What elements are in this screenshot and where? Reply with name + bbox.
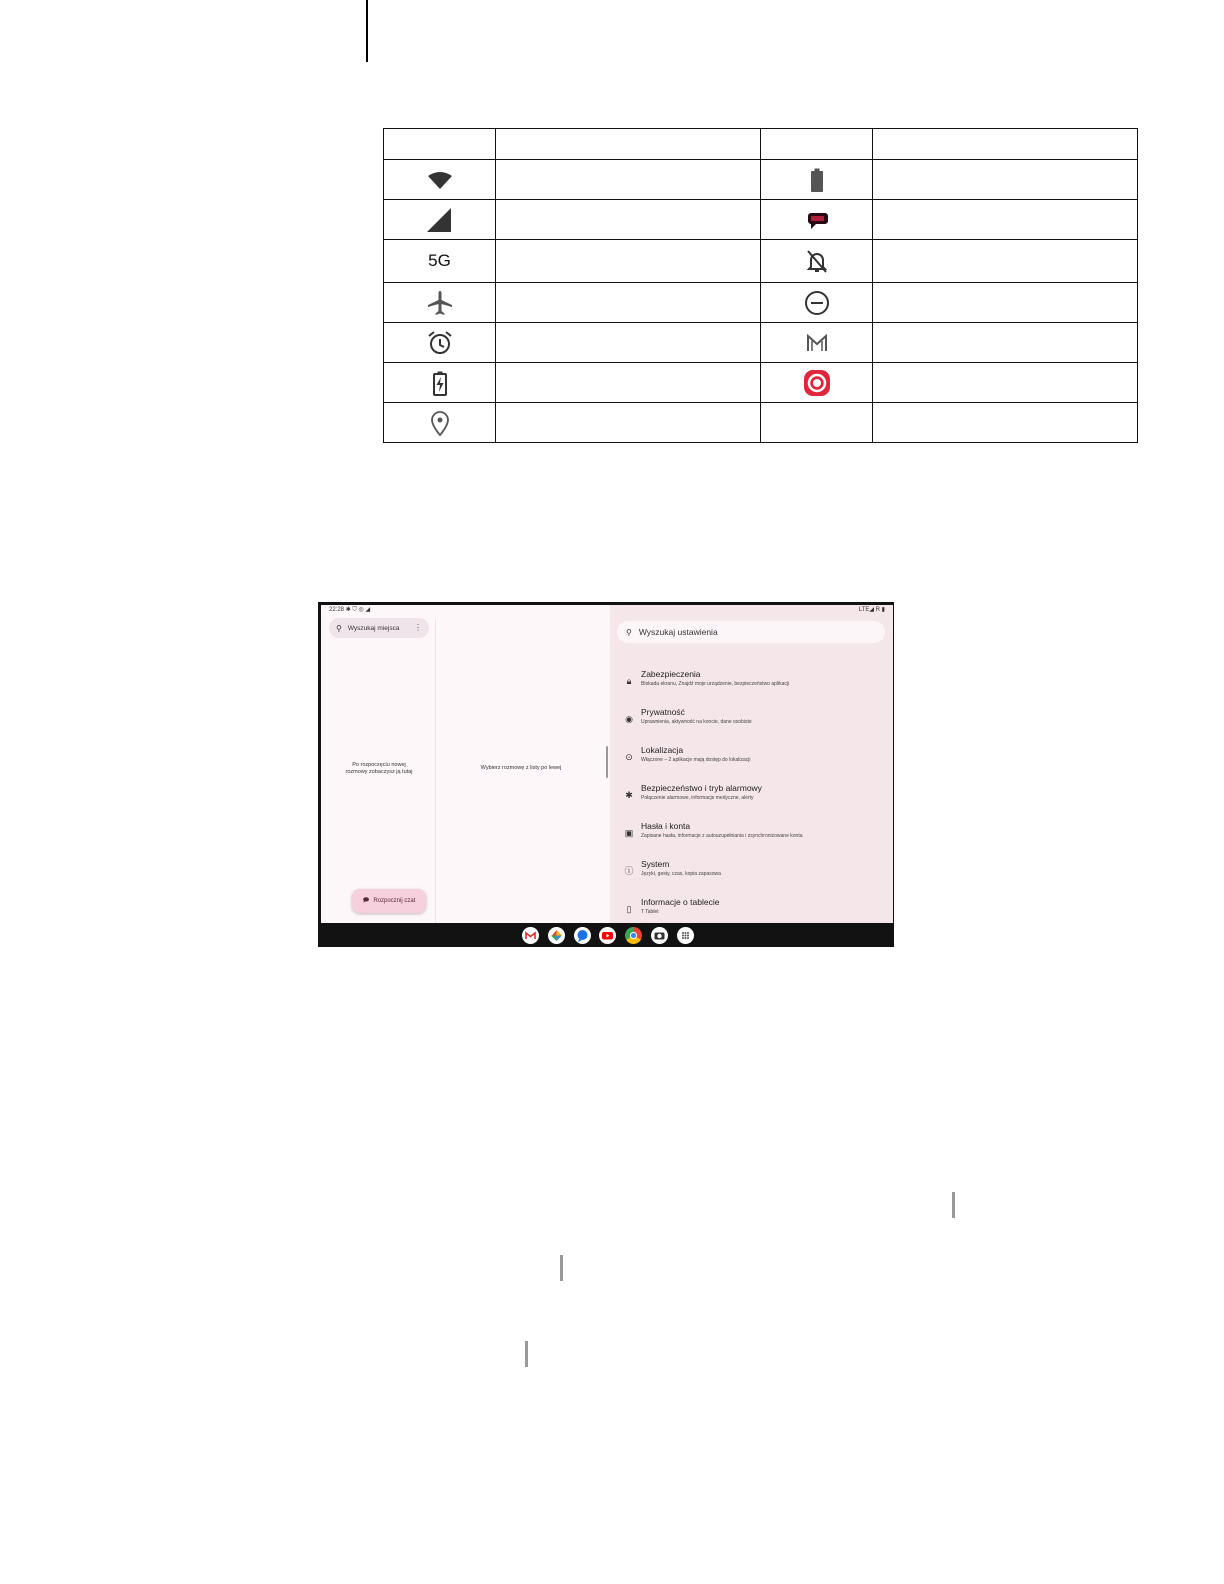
alarm-icon [426,329,454,357]
notifications-off-icon [803,247,831,275]
settings-item-system[interactable] [610,855,893,889]
search-icon: ⚲ [626,627,632,637]
settings-item-title: Hasła i konta [641,821,691,831]
settings-item-title: Bezpieczeństwo i tryb alarmowy [641,783,762,793]
revision-mark-2 [560,1255,563,1281]
settings-item-title: Lokalizacja [641,745,684,755]
table-row [384,200,1138,240]
chrome-app-icon[interactable] [625,927,642,944]
tablet-screenshot [318,602,894,947]
table-header-row [384,129,1138,160]
settings-item-subtitle: Języki, gesty, czas, kopia zapasowa [641,871,721,877]
empty-conversations-hint: Po rozpoczęciu nowej rozmowy zobaczysz ją tutaj [345,762,413,775]
lock-icon: 🔒︎ [626,676,632,686]
table-row [384,323,1138,363]
margin-bar-top [366,0,368,62]
table-row [384,363,1138,403]
settings-item-title: Prywatność [641,707,685,717]
status-icons-table [383,128,1138,443]
more-options-icon[interactable]: ⋮ [414,623,422,632]
settings-item-title: Informacje o tablecie [641,897,720,907]
cell-signal-icon [426,206,454,234]
settings-item-title: Zabezpieczenia [641,669,701,679]
settings-item-title: System [641,859,670,869]
5g-icon: 5G [428,251,451,270]
table-row [384,160,1138,200]
settings-item-subtitle: Włączone – 2 aplikacje mają dostęp do lokalizacji [641,757,751,763]
all-apps-icon[interactable] [677,927,694,944]
emergency-asterisk-icon: ✱ [625,790,633,800]
status-icons: ✱ ⛉ ◎ ◢ [345,607,371,613]
info-icon: ⓘ [624,866,634,876]
photos-app-icon[interactable] [548,927,565,944]
search-places-field[interactable] [329,618,429,638]
revision-mark-1 [952,1192,955,1218]
settings-item-passwords-accounts[interactable] [610,817,893,851]
airplane-mode-icon [426,289,454,317]
battery-icon [803,166,831,194]
settings-item-subtitle: Blokada ekranu, Znajdź moje urządzenie, bezpieczeństwo aplikacji [641,681,790,687]
settings-item-privacy[interactable] [610,703,893,737]
youtube-app-icon[interactable] [599,927,616,944]
gmail-icon [803,329,831,357]
settings-item-subtitle: Uprawnienia, aktywność na koncie, dane osobiste [641,719,752,725]
settings-item-safety-emergency[interactable] [610,779,893,813]
status-time: 22:28 [329,607,345,613]
pane-divider [435,619,436,923]
split-resize-handle[interactable] [606,746,608,778]
table-row [384,283,1138,323]
privacy-eye-icon: ◉ [625,714,633,724]
battery-charging-icon [426,369,454,397]
messages-app-icon[interactable] [574,927,591,944]
tablet-icon: ▯ [626,904,632,914]
settings-item-subtitle: Zapisane hasła, informacje z autouzupełniania i zsynchronizowane konta [641,833,803,839]
app-dock [319,923,894,947]
settings-pane [610,605,893,923]
table-row [384,403,1138,443]
settings-item-subtitle: T Tablet [641,909,659,915]
chat-bubble-icon: 🗩 [362,898,370,904]
settings-item-security[interactable] [610,665,893,699]
table-row [384,240,1138,283]
screen-record-icon [803,369,831,397]
do-not-disturb-icon [803,289,831,317]
wifi-icon [426,166,454,194]
search-settings-placeholder: Wyszukaj ustawienia [638,627,718,637]
revision-mark-3 [525,1341,528,1367]
start-chat-label: Rozpocznij czat [373,898,416,904]
settings-item-about-tablet[interactable] [610,893,893,927]
status-bar-left [329,606,370,614]
location-pin-icon: ⊙ [625,752,633,762]
message-notification-icon [803,206,831,234]
status-bar-right: LTE◢ R ▮ [858,607,885,613]
search-settings-field[interactable] [617,621,885,643]
search-places-placeholder: Wyszukaj miejsca [347,624,400,632]
settings-item-location[interactable] [610,741,893,775]
camera-app-icon[interactable] [651,927,668,944]
start-chat-button[interactable] [352,889,426,913]
settings-item-subtitle: Połączenie alarmowe, informacje medyczne, alerty [641,795,754,801]
location-icon [426,409,454,437]
gmail-app-icon[interactable] [522,927,539,944]
select-conversation-hint: Wybierz rozmowę z listy po lewej [480,765,562,771]
search-icon: ⚲ [336,623,342,633]
account-box-icon: ▣ [624,828,634,838]
